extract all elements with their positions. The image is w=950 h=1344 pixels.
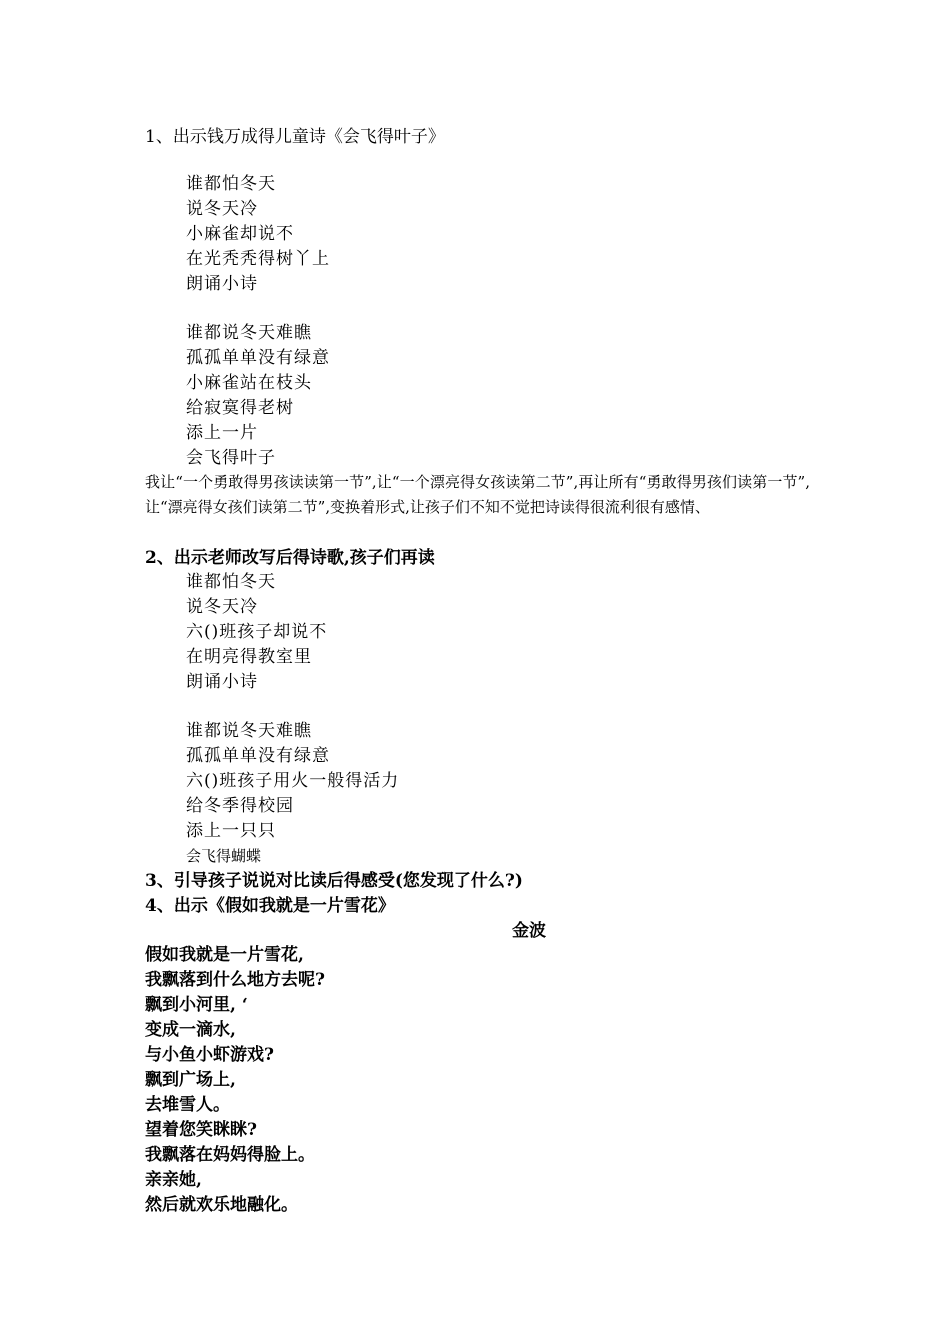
poem2-line: 朗诵小诗 [186, 672, 258, 692]
poem1-line: 谁都怕冬天 [186, 174, 276, 194]
poem2-line: 六()班孩子用火一般得活力 [186, 771, 400, 791]
poem1-line: 小麻雀站在枝头 [186, 373, 312, 393]
poem3-line: 我飘落在妈妈得脸上。 [145, 1145, 315, 1165]
section4-heading: 4、出示《假如我就是一片雪花》 [145, 896, 395, 916]
poem3-line: 我飘落到什么地方去呢? [145, 970, 325, 990]
poem-author: 金波 [512, 921, 546, 941]
poem1-line: 孤孤单单没有绿意 [186, 348, 330, 368]
poem1-line: 会飞得叶子 [186, 448, 276, 468]
poem3-line: 飘到广场上, [145, 1070, 236, 1090]
poem3-line: 飘到小河里, ‘ [145, 995, 248, 1015]
poem1-line: 说冬天冷 [186, 199, 258, 219]
poem2-line: 会飞得蝴蝶 [186, 847, 262, 865]
poem1-line: 谁都说冬天难瞧 [186, 323, 312, 343]
poem3-line: 去堆雪人。 [145, 1095, 230, 1115]
poem2-line: 谁都说冬天难瞧 [186, 721, 312, 741]
poem2-line: 孤孤单单没有绿意 [186, 746, 330, 766]
poem2-line: 给冬季得校园 [186, 796, 294, 816]
poem1-line: 小麻雀却说不 [186, 224, 294, 244]
poem2-line: 谁都怕冬天 [186, 572, 276, 592]
section2-heading: 2、出示老师改写后得诗歌,孩子们再读 [145, 548, 435, 568]
poem3-line: 假如我就是一片雪花, [145, 945, 304, 965]
poem1-line: 朗诵小诗 [186, 274, 258, 294]
teaching-note: 我让“一个勇敢得男孩读读第一节”,让“一个漂亮得女孩读第二节”,再让所有“勇敢得男孩们读第一节”,让“漂亮得女孩们读第二节”,变换着形式,让孩子们不知不觉把诗读得很流利很有感情、 [145, 473, 810, 516]
section3-heading: 3、引导孩子说说对比读后得感受(您发现了什么?) [145, 871, 523, 891]
section1-heading: 1、出示钱万成得儿童诗《会飞得叶子》 [145, 127, 445, 147]
poem2-line: 添上一只只 [186, 821, 276, 841]
poem3-line: 变成一滴水, [145, 1020, 236, 1040]
poem3-line: 与小鱼小虾游戏? [145, 1045, 274, 1065]
poem2-line: 在明亮得教室里 [186, 647, 312, 667]
poem3-line: 然后就欢乐地融化。 [145, 1195, 298, 1215]
poem1-line: 添上一片 [186, 423, 258, 443]
poem2-line: 六()班孩子却说不 [186, 622, 328, 642]
poem3-line: 望着您笑眯眯? [145, 1120, 257, 1140]
poem1-line: 在光秃秃得树丫上 [186, 249, 330, 269]
poem1-line: 给寂寞得老树 [186, 398, 294, 418]
poem2-line: 说冬天冷 [186, 597, 258, 617]
poem3-line: 亲亲她, [145, 1170, 202, 1190]
